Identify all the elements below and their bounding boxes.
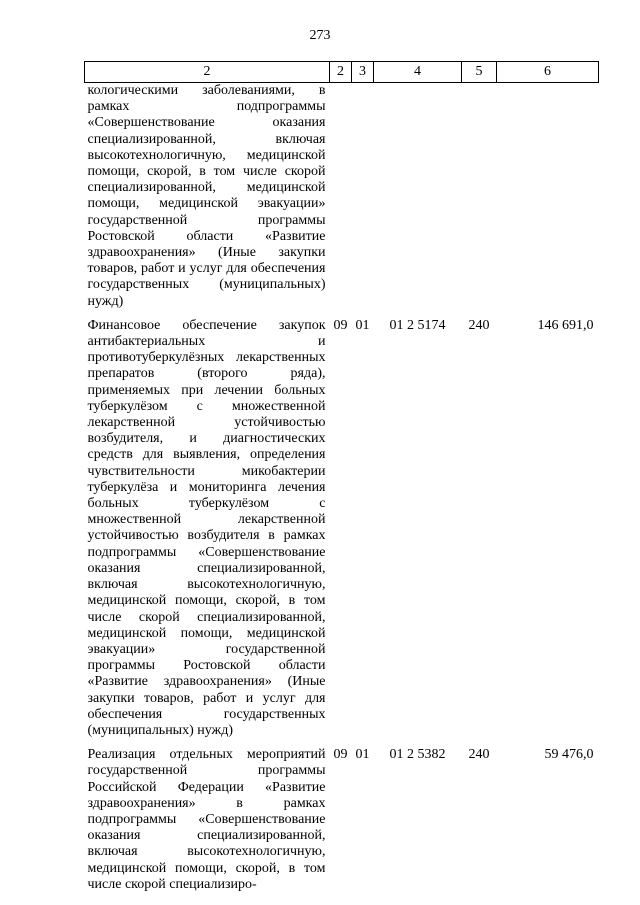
table-row	[85, 747, 599, 893]
table-header	[85, 62, 599, 83]
table-row	[85, 318, 599, 739]
row-section	[330, 83, 352, 310]
row-description: Реализация отдельных мероприятий государственной программы Российской Федерации «Развитие здравоохранения» в рамках подпрограммы «Совершенствование оказания специализированной, включая высокотехнологичную, медицинской помощи, скорой, в том числе скорой специализиро-	[87, 747, 326, 892]
row-spacer	[85, 739, 599, 747]
row-amount: 146 691,0	[537, 317, 594, 333]
row-target-article: 01 2 5174	[389, 317, 446, 333]
row-description: Финансовое обеспечение закупок антибактериальных и противотуберкулёзных лекарственных препаратов (второго ряда), применяемых при лечении больных туберкулёзом с множественной лекарственной устойчивостью возбудителя, и диагностических средств для выявления, определения чувствительности микобактерии туберкулёза и мониторинга лечения больных туберкулёзом с множественной лекарственной устойчивостью возбудителя в рамках подпрограммы «Совершенствование оказания специализированной, включая высокотехнологичную, медицинской помощи, скорой, в том числе скорой специализированной, медицинской помощи, медицинской эвакуации» государственной программы Ростовской области «Развитие здравоохранения» (Иные закупки товаров, работ и услуг для обеспечения государственных (муниципальных) нужд)	[87, 317, 326, 738]
row-subsection: 01	[355, 317, 370, 333]
row-expense-type: 240	[468, 747, 490, 763]
table-row	[85, 83, 599, 310]
row-section: 09	[333, 747, 348, 763]
row-subsection: 01	[355, 747, 370, 763]
row-amount: 59 476,0	[544, 747, 594, 763]
header-target-article: 4	[374, 62, 462, 83]
budget-table	[84, 61, 599, 893]
header-subsection: 3	[352, 62, 374, 83]
row-expense-type	[462, 83, 497, 310]
row-subsection	[352, 83, 374, 310]
row-spacer	[85, 310, 599, 318]
page-number: 273	[309, 28, 331, 43]
header-row	[85, 62, 599, 83]
row-expense-type: 240	[468, 317, 490, 333]
row-target-article	[374, 83, 462, 310]
header-description: 2	[85, 62, 330, 83]
row-target-article: 01 2 5382	[389, 747, 446, 763]
row-section: 09	[333, 317, 348, 333]
header-section: 2	[330, 62, 352, 83]
row-amount	[497, 83, 599, 310]
header-expense-type: 5	[462, 62, 497, 83]
row-description: кологическими заболеваниями, в рамках подпрограммы «Совершенствование оказания специализированной, включая высокотехнологичную, медицинской помощи, скорой, в том числе скорой специализированной, медицинской помощи, медицинской эвакуации» государственной программы Ростовской области «Развитие здравоохранения» (Иные закупки товаров, работ и услуг для обеспечения государственных (муниципальных) нужд)	[87, 83, 326, 309]
header-amount: 6	[497, 62, 599, 83]
